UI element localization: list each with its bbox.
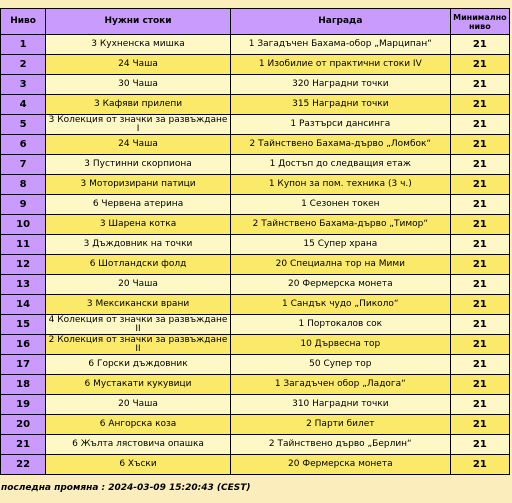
cell-items: 3 Кухненска мишка	[46, 35, 230, 54]
cell-reward: 1 Загадъчен обор „Ладога“	[231, 375, 450, 394]
cell-min-level: 21	[451, 315, 509, 334]
cell-reward: 2 Тайнствено Бахама-дърво „Тимор“	[231, 215, 450, 234]
cell-level: 21	[1, 435, 45, 454]
cell-items: 20 Чаша	[46, 275, 230, 294]
cell-level: 8	[1, 175, 45, 194]
cell-reward: 1 Сандък чудо „Пиколо“	[231, 295, 450, 314]
cell-reward: 50 Супер тор	[231, 355, 450, 374]
cell-reward: 1 Достъп до следващия етаж	[231, 155, 450, 174]
table-row	[1, 55, 509, 74]
table-row	[1, 355, 509, 374]
last-modified-text: последна промяна : 2024-03-09 15:20:43 (CEST)	[1, 483, 251, 493]
cell-level: 9	[1, 195, 45, 214]
cell-level: 19	[1, 395, 45, 414]
cell-min-level: 21	[451, 395, 509, 414]
cell-level: 1	[1, 35, 45, 54]
table-row	[1, 455, 509, 474]
cell-level: 20	[1, 415, 45, 434]
cell-reward: 2 Тайнствено дърво „Берлин“	[231, 435, 450, 454]
cell-reward: 1 Разтърси дансинга	[231, 115, 450, 134]
cell-items: 6 Хъски	[46, 455, 230, 474]
cell-min-level: 21	[451, 375, 509, 394]
cell-level: 17	[1, 355, 45, 374]
cell-items: 3 Моторизирани патици	[46, 175, 230, 194]
cell-items: 6 Мустакати кукувици	[46, 375, 230, 394]
cell-reward: 1 Изобилие от практични стоки IV	[231, 55, 450, 74]
rewards-table	[0, 8, 510, 475]
cell-items: 2 Колекция от значки за развъждане II	[46, 335, 230, 354]
table-row	[1, 35, 509, 54]
cell-items: 6 Червена атерина	[46, 195, 230, 214]
cell-level: 7	[1, 155, 45, 174]
table-row	[1, 95, 509, 114]
cell-min-level: 21	[451, 95, 509, 114]
cell-level: 4	[1, 95, 45, 114]
table-row	[1, 335, 509, 354]
header-reward: Награда	[231, 9, 450, 34]
cell-reward: 1 Купон за пом. техника (3 ч.)	[231, 175, 450, 194]
cell-min-level: 21	[451, 35, 509, 54]
cell-level: 22	[1, 455, 45, 474]
cell-reward: 15 Супер храна	[231, 235, 450, 254]
cell-items: 24 Чаша	[46, 135, 230, 154]
header-min-level: Минимално ниво	[451, 9, 509, 34]
table-row	[1, 155, 509, 174]
cell-items: 3 Колекция от значки за развъждане I	[46, 115, 230, 134]
cell-reward: 310 Наградни точки	[231, 395, 450, 414]
cell-items: 24 Чаша	[46, 55, 230, 74]
cell-level: 13	[1, 275, 45, 294]
cell-level: 2	[1, 55, 45, 74]
cell-items: 6 Шотландски фолд	[46, 255, 230, 274]
cell-min-level: 21	[451, 235, 509, 254]
cell-reward: 2 Тайнствено Бахама-дърво „Ломбок“	[231, 135, 450, 154]
table-row	[1, 415, 509, 434]
cell-min-level: 21	[451, 255, 509, 274]
cell-reward: 20 Специална тор на Мими	[231, 255, 450, 274]
cell-min-level: 21	[451, 415, 509, 434]
cell-items: 6 Жълта лястовича опашка	[46, 435, 230, 454]
cell-level: 15	[1, 315, 45, 334]
table-header-row	[1, 9, 509, 34]
cell-reward: 2 Парти билет	[231, 415, 450, 434]
cell-min-level: 21	[451, 195, 509, 214]
cell-min-level: 21	[451, 355, 509, 374]
cell-min-level: 21	[451, 215, 509, 234]
cell-items: 6 Ангорска коза	[46, 415, 230, 434]
cell-level: 18	[1, 375, 45, 394]
table-row	[1, 235, 509, 254]
cell-level: 12	[1, 255, 45, 274]
cell-min-level: 21	[451, 175, 509, 194]
cell-min-level: 21	[451, 335, 509, 354]
cell-items: 3 Дъждовник на точки	[46, 235, 230, 254]
cell-reward: 320 Наградни точки	[231, 75, 450, 94]
cell-level: 3	[1, 75, 45, 94]
cell-items: 3 Пустинни скорпиона	[46, 155, 230, 174]
cell-reward: 10 Дървесна тор	[231, 335, 450, 354]
cell-level: 5	[1, 115, 45, 134]
cell-min-level: 21	[451, 295, 509, 314]
table-row	[1, 295, 509, 314]
table-row	[1, 375, 509, 394]
cell-min-level: 21	[451, 115, 509, 134]
table-body	[1, 35, 509, 474]
table-row	[1, 275, 509, 294]
cell-level: 16	[1, 335, 45, 354]
cell-level: 14	[1, 295, 45, 314]
cell-reward: 315 Наградни точки	[231, 95, 450, 114]
cell-items: 3 Кафяви прилепи	[46, 95, 230, 114]
cell-reward: 1 Портокалов сок	[231, 315, 450, 334]
table-row	[1, 75, 509, 94]
table-row	[1, 115, 509, 134]
table-row	[1, 435, 509, 454]
table-row	[1, 215, 509, 234]
cell-reward: 20 Фермерска монета	[231, 275, 450, 294]
cell-items: 3 Шарена котка	[46, 215, 230, 234]
cell-min-level: 21	[451, 435, 509, 454]
header-items: Нужни стоки	[46, 9, 230, 34]
table-row	[1, 315, 509, 334]
cell-min-level: 21	[451, 455, 509, 474]
cell-reward: 20 Фермерска монета	[231, 455, 450, 474]
cell-min-level: 21	[451, 135, 509, 154]
header-level: Ниво	[1, 9, 45, 34]
cell-items: 20 Чаша	[46, 395, 230, 414]
cell-reward: 1 Загадъчен Бахама-обор „Марципан“	[231, 35, 450, 54]
cell-items: 3 Мексикански врани	[46, 295, 230, 314]
cell-items: 4 Колекция от значки за развъждане II	[46, 315, 230, 334]
cell-level: 6	[1, 135, 45, 154]
cell-items: 6 Горски дъждовник	[46, 355, 230, 374]
cell-min-level: 21	[451, 155, 509, 174]
table-row	[1, 395, 509, 414]
cell-level: 10	[1, 215, 45, 234]
cell-reward: 1 Сезонен токен	[231, 195, 450, 214]
table-row	[1, 255, 509, 274]
cell-items: 30 Чаша	[46, 75, 230, 94]
cell-level: 11	[1, 235, 45, 254]
table-row	[1, 195, 509, 214]
cell-min-level: 21	[451, 275, 509, 294]
cell-min-level: 21	[451, 75, 509, 94]
cell-min-level: 21	[451, 55, 509, 74]
table-row	[1, 175, 509, 194]
table-row	[1, 135, 509, 154]
